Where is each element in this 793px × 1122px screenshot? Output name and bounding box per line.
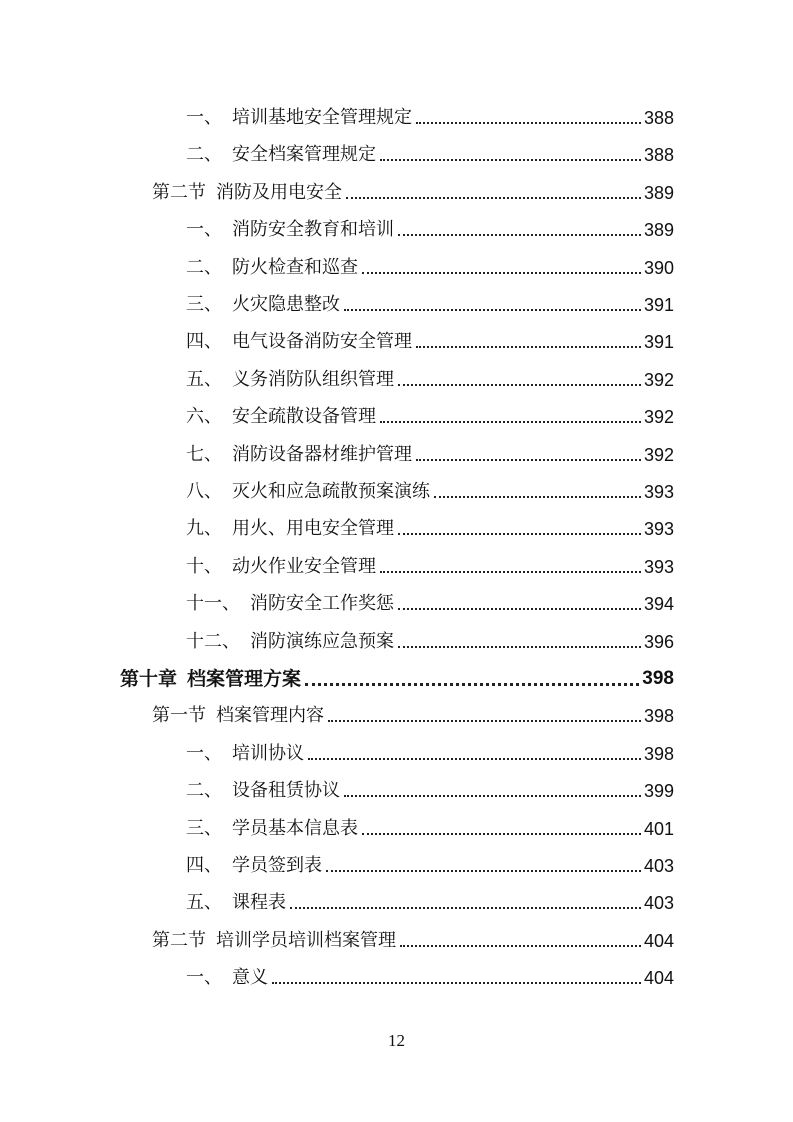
toc-entry-page: 403 — [643, 893, 674, 913]
toc-entry-number: 第二节 — [152, 930, 206, 951]
toc-entry-number: 一、 — [186, 743, 222, 764]
toc-entry-title: 培训基地安全管理规定 — [232, 107, 412, 128]
toc-entry-title: 消防及用电安全 — [216, 182, 342, 203]
toc-entry-page: 398 — [642, 668, 674, 689]
dot-leader — [272, 982, 641, 984]
toc-entry-title: 消防设备器材维护管理 — [232, 444, 412, 465]
toc-entry-title: 防火检查和巡查 — [232, 257, 358, 278]
dot-leader — [362, 272, 641, 274]
dot-leader — [380, 571, 641, 573]
toc-entry[interactable] — [186, 815, 674, 843]
dot-leader — [380, 421, 641, 423]
toc-entry-page: 398 — [643, 744, 674, 764]
toc-entry[interactable] — [186, 889, 674, 917]
dot-leader — [398, 608, 641, 610]
toc-entry-number: 九、 — [186, 518, 222, 539]
toc-entry[interactable] — [186, 216, 674, 244]
toc-entry-number: 十、 — [186, 556, 222, 577]
dot-leader — [346, 197, 641, 199]
toc-entry[interactable] — [186, 328, 674, 356]
toc-entry-number: 第十章 — [120, 668, 178, 690]
toc-entry[interactable] — [186, 590, 674, 618]
toc-entry[interactable] — [186, 777, 674, 805]
toc-entry[interactable] — [186, 441, 674, 469]
toc-entry-number: 十一、 — [186, 593, 240, 614]
toc-entry-title: 档案管理方案 — [187, 668, 302, 690]
toc-entry[interactable] — [186, 852, 674, 880]
toc-entry-page: 393 — [643, 482, 674, 502]
toc-entry-title: 培训学员培训档案管理 — [216, 930, 396, 951]
toc-entry-page: 392 — [643, 370, 674, 390]
dot-leader — [290, 907, 641, 909]
toc-entry-title: 消防安全教育和培训 — [232, 219, 394, 240]
toc-entry-page: 394 — [643, 594, 674, 614]
toc-entry-page: 393 — [643, 519, 674, 539]
dot-leader — [344, 309, 641, 311]
dot-leader — [380, 159, 641, 161]
toc-entry[interactable] — [186, 141, 674, 169]
toc-entry-number: 五、 — [186, 892, 222, 913]
toc-entry-page: 388 — [643, 108, 674, 128]
toc-entry[interactable] — [152, 179, 674, 207]
toc-entry[interactable] — [186, 478, 674, 506]
toc-entry[interactable] — [186, 291, 674, 319]
toc-entry-page: 401 — [643, 819, 674, 839]
toc-entry-number: 五、 — [186, 369, 222, 390]
toc-entry[interactable] — [186, 403, 674, 431]
toc-entry-title: 档案管理内容 — [216, 705, 324, 726]
toc-entry[interactable] — [186, 740, 674, 768]
toc-entry-number: 二、 — [186, 780, 222, 801]
dot-leader — [400, 945, 641, 947]
toc-entry-page: 403 — [643, 856, 674, 876]
dot-leader — [344, 795, 641, 797]
dot-leader — [398, 234, 641, 236]
dot-leader — [305, 683, 639, 686]
dot-leader — [434, 496, 641, 498]
toc-entry-number: 一、 — [186, 967, 222, 988]
toc-entry[interactable] — [186, 366, 674, 394]
toc-entry-title: 安全疏散设备管理 — [232, 406, 376, 427]
toc-entry-number: 第一节 — [152, 705, 206, 726]
toc-entry-title: 意义 — [232, 967, 268, 988]
toc-entry-number: 第二节 — [152, 182, 206, 203]
dot-leader — [416, 459, 641, 461]
toc-entry-page: 393 — [643, 557, 674, 577]
toc-entry-page: 391 — [643, 332, 674, 352]
toc-entry-page: 389 — [643, 183, 674, 203]
toc-entry-title: 学员基本信息表 — [232, 818, 358, 839]
toc-entry[interactable] — [186, 104, 674, 132]
dot-leader — [326, 870, 641, 872]
toc-entry-title: 设备租赁协议 — [232, 780, 340, 801]
toc-entry-title: 用火、用电安全管理 — [232, 518, 394, 539]
toc-entry-page: 392 — [643, 445, 674, 465]
dot-leader — [308, 758, 641, 760]
toc-entry[interactable] — [186, 628, 674, 656]
toc-entry-title: 义务消防队组织管理 — [232, 369, 394, 390]
dot-leader — [398, 384, 641, 386]
toc-entry-title: 课程表 — [232, 892, 286, 913]
toc-entry-page: 392 — [643, 407, 674, 427]
dot-leader — [416, 346, 641, 348]
page-number: 12 — [388, 1031, 405, 1050]
toc-entry[interactable] — [186, 553, 674, 581]
toc-entry-number: 十二、 — [186, 631, 240, 652]
toc-entry-page: 398 — [643, 706, 674, 726]
toc-entry-title: 电气设备消防安全管理 — [232, 331, 412, 352]
toc-entry-number: 二、 — [186, 257, 222, 278]
toc-entry-page: 404 — [643, 931, 674, 951]
dot-leader — [416, 122, 641, 124]
toc-entry-page: 388 — [643, 145, 674, 165]
toc-entry-number: 七、 — [186, 444, 222, 465]
toc-entry-number: 二、 — [186, 144, 222, 165]
toc-entry-page: 391 — [643, 295, 674, 315]
toc-entry-number: 一、 — [186, 219, 222, 240]
toc-entry-page: 399 — [643, 781, 674, 801]
toc-entry-number: 四、 — [186, 855, 222, 876]
toc-entry-title: 消防演练应急预案 — [250, 631, 394, 652]
toc-entry-number: 八、 — [186, 481, 222, 502]
toc-entry-title: 安全档案管理规定 — [232, 144, 376, 165]
toc-entry-page: 396 — [643, 632, 674, 652]
toc-entry-number: 三、 — [186, 294, 222, 315]
toc-entry-number: 六、 — [186, 406, 222, 427]
toc-entry-number: 三、 — [186, 818, 222, 839]
toc-entry-title: 火灾隐患整改 — [232, 294, 340, 315]
toc-entry-title: 灭火和应急疏散预案演练 — [232, 481, 430, 502]
toc-entry-number: 一、 — [186, 107, 222, 128]
toc-entry-title: 培训协议 — [232, 743, 304, 764]
toc-entry-number: 四、 — [186, 331, 222, 352]
dot-leader — [398, 533, 641, 535]
toc-entry[interactable] — [152, 927, 674, 955]
toc-entry-page: 389 — [643, 220, 674, 240]
dot-leader — [328, 720, 641, 722]
toc-entry-title: 消防安全工作奖惩 — [250, 593, 394, 614]
toc-entry-page: 404 — [643, 968, 674, 988]
toc-entry-title: 学员签到表 — [232, 855, 322, 876]
toc-entry[interactable] — [152, 702, 674, 730]
toc-entry-title: 动火作业安全管理 — [232, 556, 376, 577]
dot-leader — [362, 833, 641, 835]
toc-entry[interactable] — [186, 254, 674, 282]
dot-leader — [398, 646, 641, 648]
toc-entry[interactable] — [186, 964, 674, 992]
toc-entry[interactable] — [186, 515, 674, 543]
toc-entry-page: 390 — [643, 258, 674, 278]
toc-entry[interactable] — [120, 665, 674, 693]
